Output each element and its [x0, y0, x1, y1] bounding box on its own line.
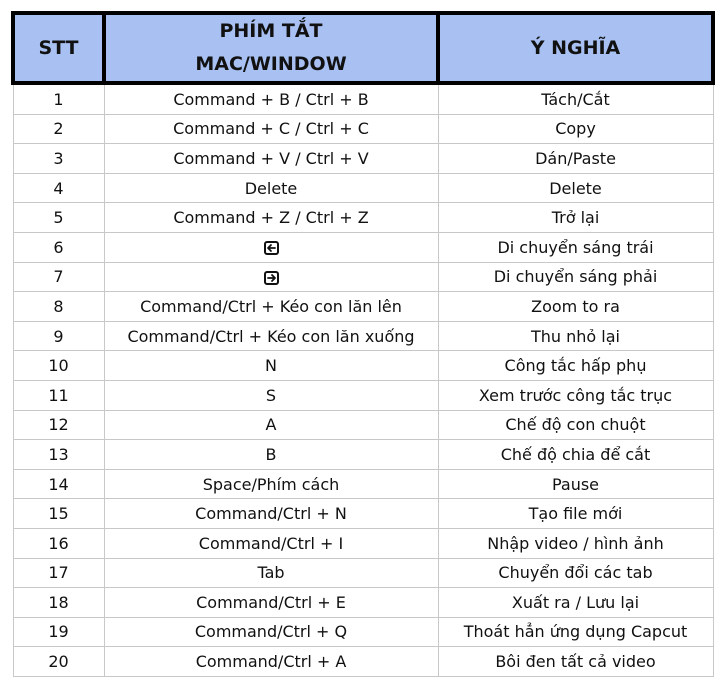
cell-shortcut: Space/Phím cách — [104, 469, 438, 499]
cell-shortcut — [104, 232, 438, 262]
cell-shortcut: Command/Ctrl + Kéo con lăn lên — [104, 292, 438, 322]
cell-meaning: Pause — [438, 469, 713, 499]
cell-stt: 15 — [13, 499, 104, 529]
cell-stt: 5 — [13, 203, 104, 233]
table-row — [13, 114, 713, 144]
cell-meaning: Copy — [438, 114, 713, 144]
cell-shortcut: Command + B / Ctrl + B — [104, 83, 438, 114]
table-row — [13, 292, 713, 322]
header-meaning: Ý NGHĨA — [438, 13, 713, 83]
cell-shortcut: S — [104, 380, 438, 410]
table-row — [13, 173, 713, 203]
cell-meaning: Bôi đen tất cả video — [438, 647, 713, 677]
cell-meaning: Công tắc hấp phụ — [438, 351, 713, 381]
table-header — [13, 13, 713, 83]
cell-stt: 4 — [13, 173, 104, 203]
cell-stt: 2 — [13, 114, 104, 144]
cell-shortcut: N — [104, 351, 438, 381]
table-row — [13, 144, 713, 174]
table-body — [13, 83, 713, 676]
table-row — [13, 351, 713, 381]
cell-stt: 1 — [13, 83, 104, 114]
cell-meaning: Xem trước công tắc trục — [438, 380, 713, 410]
table-row — [13, 647, 713, 677]
table-row — [13, 232, 713, 262]
table-row — [13, 321, 713, 351]
cell-meaning: Chuyển đổi các tab — [438, 558, 713, 588]
header-shortcut-line2: MAC/WINDOW — [195, 53, 347, 75]
cell-meaning: Nhập video / hình ảnh — [438, 528, 713, 558]
table-row — [13, 410, 713, 440]
header-row — [13, 13, 713, 83]
arrow-left-key-icon — [264, 241, 279, 255]
cell-stt: 11 — [13, 380, 104, 410]
cell-meaning: Dán/Paste — [438, 144, 713, 174]
table-row — [13, 83, 713, 114]
table-row — [13, 203, 713, 233]
cell-stt: 9 — [13, 321, 104, 351]
table-row — [13, 262, 713, 292]
cell-meaning: Trở lại — [438, 203, 713, 233]
cell-meaning: Delete — [438, 173, 713, 203]
table-row — [13, 617, 713, 647]
cell-stt: 10 — [13, 351, 104, 381]
shortcut-table — [11, 11, 715, 677]
cell-shortcut — [104, 262, 438, 292]
cell-meaning: Tạo file mới — [438, 499, 713, 529]
arrow-right-key-icon — [264, 271, 279, 285]
cell-shortcut: Command/Ctrl + Q — [104, 617, 438, 647]
header-stt: STT — [13, 13, 104, 83]
table-row — [13, 469, 713, 499]
cell-meaning: Tách/Cắt — [438, 83, 713, 114]
cell-stt: 6 — [13, 232, 104, 262]
table-row — [13, 558, 713, 588]
cell-meaning: Di chuyển sáng trái — [438, 232, 713, 262]
cell-stt: 14 — [13, 469, 104, 499]
header-shortcut — [104, 13, 438, 83]
cell-meaning: Chế độ chia để cắt — [438, 440, 713, 470]
cell-stt: 20 — [13, 647, 104, 677]
cell-shortcut: Tab — [104, 558, 438, 588]
cell-shortcut: Command/Ctrl + E — [104, 588, 438, 618]
table-row — [13, 499, 713, 529]
cell-stt: 16 — [13, 528, 104, 558]
table-row — [13, 588, 713, 618]
cell-shortcut: Command/Ctrl + A — [104, 647, 438, 677]
cell-shortcut: Command/Ctrl + I — [104, 528, 438, 558]
cell-meaning: Thoát hẳn ứng dụng Capcut — [438, 617, 713, 647]
cell-meaning: Thu nhỏ lại — [438, 321, 713, 351]
cell-shortcut: Command + Z / Ctrl + Z — [104, 203, 438, 233]
cell-stt: 12 — [13, 410, 104, 440]
cell-meaning: Chế độ con chuột — [438, 410, 713, 440]
cell-shortcut: Delete — [104, 173, 438, 203]
table-row — [13, 380, 713, 410]
table-row — [13, 528, 713, 558]
cell-shortcut: A — [104, 410, 438, 440]
cell-meaning: Zoom to ra — [438, 292, 713, 322]
cell-stt: 7 — [13, 262, 104, 292]
header-shortcut-line1: PHÍM TẮT — [219, 20, 323, 42]
cell-shortcut: Command/Ctrl + N — [104, 499, 438, 529]
cell-stt: 19 — [13, 617, 104, 647]
table-row — [13, 440, 713, 470]
cell-shortcut: Command + C / Ctrl + C — [104, 114, 438, 144]
cell-meaning: Xuất ra / Lưu lại — [438, 588, 713, 618]
cell-stt: 8 — [13, 292, 104, 322]
cell-stt: 17 — [13, 558, 104, 588]
cell-shortcut: B — [104, 440, 438, 470]
cell-shortcut: Command/Ctrl + Kéo con lăn xuống — [104, 321, 438, 351]
cell-stt: 3 — [13, 144, 104, 174]
cell-stt: 13 — [13, 440, 104, 470]
cell-shortcut: Command + V / Ctrl + V — [104, 144, 438, 174]
cell-stt: 18 — [13, 588, 104, 618]
cell-meaning: Di chuyển sáng phải — [438, 262, 713, 292]
